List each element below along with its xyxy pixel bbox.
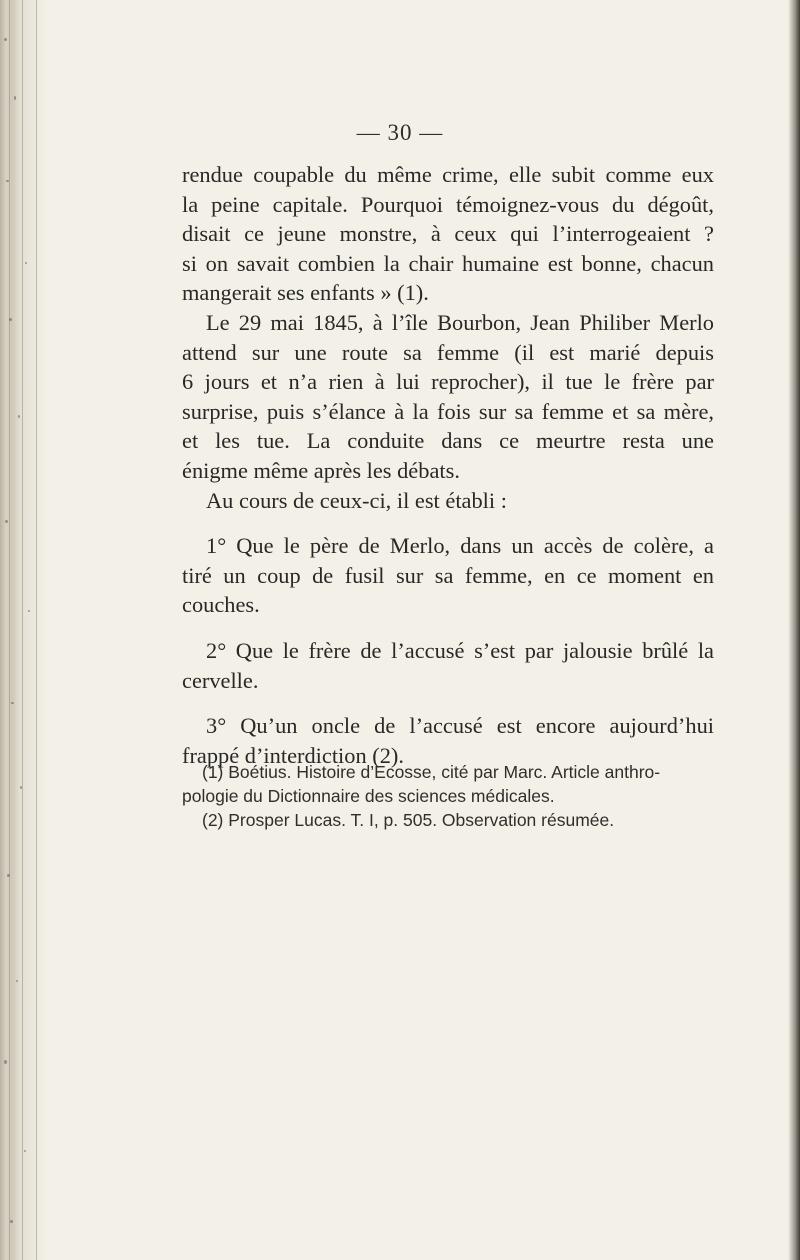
text-line: 1° Que le père de Merlo, dans un accès de colère, a xyxy=(206,533,714,559)
list-item xyxy=(182,531,714,620)
list-item xyxy=(182,636,714,695)
page-binding-gutter xyxy=(0,0,48,1260)
text-line: frappé d’interdiction (2). xyxy=(182,742,404,768)
text-line: énigme même après les débats. xyxy=(182,457,460,483)
text-line: si on savait combien la chair humaine est bonne, chacun xyxy=(182,250,714,276)
text-line: disait ce jeune monstre, à ceux qui l’interrogeaient ? xyxy=(182,221,714,247)
text-line: cervelle. xyxy=(182,667,259,693)
text-line: 6 jours et n’a rien à lui reprocher), il tue le frère par xyxy=(182,369,714,395)
text-line: Au cours de ceux-ci, il est établi : xyxy=(206,487,507,513)
text-line: 2° Que le frère de l’accusé s’est par jalousie brûlé la xyxy=(206,637,714,663)
paragraph xyxy=(182,160,714,308)
text-line: tiré un coup de fusil sur sa femme, en ce moment en xyxy=(182,562,714,588)
text-line: rendue coupable du même crime, elle subit comme eux xyxy=(182,162,714,187)
footnote-line: (2) Prosper Lucas. T. I, p. 505. Observation résumée. xyxy=(202,810,615,830)
text-line: attend sur une route sa femme (il est marié depuis xyxy=(182,339,714,365)
footnote-line: pologie du Dictionnaire des sciences médicales. xyxy=(182,786,555,806)
text-line: couches. xyxy=(182,592,260,618)
page-right-edge xyxy=(788,0,800,1260)
body-text xyxy=(182,160,714,770)
paragraph xyxy=(182,308,714,486)
text-line: la peine capitale. Pourquoi témoignez-vous du dégoût, xyxy=(182,191,714,217)
footnote-line: (1) Boétius. Histoire d’Ecosse, cité par Marc. Article anthro- xyxy=(202,762,661,782)
text-line: surprise, puis s’élance à la fois sur sa femme et sa mère, xyxy=(182,398,714,424)
text-line: et les tue. La conduite dans ce meurtre resta une xyxy=(182,428,714,454)
paragraph xyxy=(182,486,714,516)
text-line: mangerait ses enfants » (1). xyxy=(182,280,429,306)
text-line: Le 29 mai 1845, à l’île Bourbon, Jean Philiber Merlo xyxy=(206,309,714,335)
text-line: 3° Qu’un oncle de l’accusé est encore aujourd’hui xyxy=(206,713,714,739)
page-number: — 30 — xyxy=(356,120,444,145)
footnotes xyxy=(182,760,714,832)
